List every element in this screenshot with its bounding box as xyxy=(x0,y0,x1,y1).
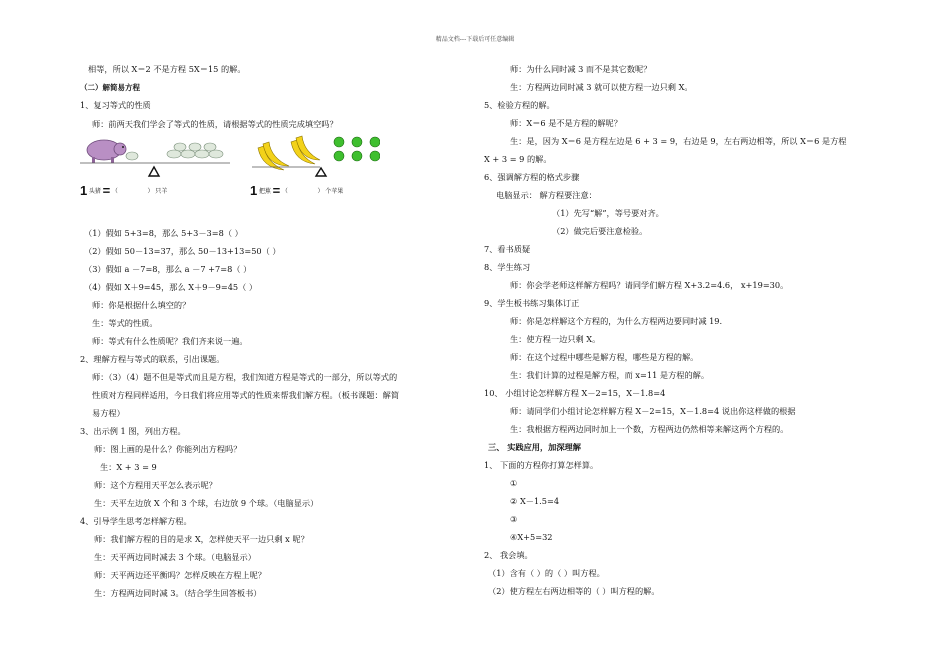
right-line-3: 师：X＝6 是不是方程的解呢？ xyxy=(510,118,622,128)
left-line-18: 师：这个方程用天平怎么表示呢？ xyxy=(94,480,217,490)
figure-label-left: 1 头猪 = （ ） 只羊 xyxy=(80,183,168,198)
left-line-10: 师：等式有什么性质呢？我们齐来说一遍。 xyxy=(92,336,248,346)
left-line-2: 1、复习等式的性质 xyxy=(80,100,151,110)
left-line-8: 师：你是根据什么填空的？ xyxy=(92,300,191,310)
page-header: 精品文档---下载后可任意编辑 xyxy=(435,36,515,43)
apple-icon xyxy=(334,137,380,161)
right-line-11: 8、学生练习 xyxy=(484,262,531,272)
right-line-8: （1）先写“解”，等号要对齐。 xyxy=(552,208,664,218)
left-line-20: 4、引导学生思考怎样解方程。 xyxy=(80,516,192,526)
figure-label-right: 1 把蕉 = （ ） 个苹果 xyxy=(250,183,344,198)
right-line-7: 电脑显示： 解方程要注意： xyxy=(496,190,597,200)
left-line-19: 生：天平左边放 X 个和 3 个球，右边放 9 个球。（电脑显示） xyxy=(94,498,319,508)
right-line-12: 师：你会学老师这样解方程吗？请同学们解方程 X+3.2=4.6， x+19=30。 xyxy=(510,280,789,290)
left-line-15: 3、出示例 1 图，列出方程。 xyxy=(80,426,186,436)
right-line-18: 10、 小组讨论怎样解方程 X－2=15，X－1.8=4 xyxy=(484,388,666,398)
right-line-20: 生：我根据方程两边同时加上一个数，方程两边仍然相等来解这两个方程的。 xyxy=(510,424,789,434)
right-line-10: 7、看书质疑 xyxy=(484,244,531,254)
figure-left-number: 1 xyxy=(80,183,88,198)
right-line-29: （2）使方程左右两边相等的（ ）叫方程的解。 xyxy=(488,586,660,596)
left-line-5: （2）假如 50－13=37，那么 50－13+13=50（ ） xyxy=(84,246,281,256)
left-line-16: 师：图上画的是什么？你能列出方程吗？ xyxy=(94,444,242,454)
fulcrum-left-icon xyxy=(149,167,159,176)
right-line-9: （2）做完后要注意检验。 xyxy=(552,226,648,236)
right-line-23: ① xyxy=(510,478,518,488)
left-line-4: （1）假如 5+3=8，那么 5+3－3=8（ ） xyxy=(84,228,243,238)
right-line-27: 2、 我会填。 xyxy=(484,550,533,560)
right-line-13: 9、学生板书练习集体订正 xyxy=(484,298,580,308)
left-line-22: 生：天平两边同时减去 3 个球。（电脑显示） xyxy=(94,552,256,562)
right-line-0: 师：为什么同时减 3 而不是其它数呢？ xyxy=(510,64,652,74)
right-line-19: 师：请同学们小组讨论怎样解方程 X－2=15，X－1.8=4 说出你这样做的根据 xyxy=(510,406,796,416)
left-line-12: 师：（3）（4）题不但是等式而且是方程，我们知道方程是等式的一部分，所以等式的 xyxy=(92,372,398,382)
left-line-11: 2、理解方程与等式的联系，引出课题。 xyxy=(80,354,225,364)
left-line-6: （3）假如 a －7=8，那么 a －7 +7=8（ ） xyxy=(84,264,252,274)
figure-right-text1: 把蕉 xyxy=(258,189,271,195)
balance-illustration xyxy=(80,134,380,182)
right-line-16: 师：在这个过程中哪些是解方程，哪些是方程的解。 xyxy=(510,352,699,362)
left-line-21: 师：我们解方程的目的是求 X，怎样使天平一边只剩 x 呢？ xyxy=(94,534,309,544)
left-line-14: 易方程） xyxy=(92,408,125,418)
pig-icon xyxy=(87,140,126,163)
right-line-1: 生：方程两边同时减 3 就可以使方程一边只剩 X。 xyxy=(510,82,693,92)
left-line-0: 相等，所以 X＝2 不是方程 5X＝15 的解。 xyxy=(88,64,246,74)
right-line-25: ③ xyxy=(510,514,518,524)
right-line-15: 生：使方程一边只剩 X。 xyxy=(510,334,601,344)
right-line-21: 三、 实践应用，加深理解 xyxy=(488,442,581,452)
left-line-23: 师：天平两边还平衡吗？怎样反映在方程上呢？ xyxy=(94,570,266,580)
figure-right-number: 1 xyxy=(250,183,258,198)
right-line-26: ④X+5=32 xyxy=(510,532,553,542)
left-line-1: （二）解简易方程 xyxy=(80,83,140,92)
left-line-7: （4）假如 X＋9=45，那么 X＋9－9=45（ ） xyxy=(84,282,258,292)
right-line-17: 生：我们计算的过程是解方程，而 x=11 是方程的解。 xyxy=(510,370,710,380)
right-line-4: 生：是，因为 X＝6 是方程左边是 6 + 3 = 9，右边是 9，左右两边相等，所以 X＝6 是方程 xyxy=(510,136,847,146)
right-line-24: ② X－1.5=4 xyxy=(510,496,560,506)
figure-right-text2: 个苹果 xyxy=(325,189,344,195)
right-line-6: 6、强调解方程的格式步骤 xyxy=(484,172,580,182)
fulcrum-right-icon xyxy=(316,168,326,176)
figure-left-text2: 只羊 xyxy=(155,189,168,195)
left-line-3: 师：前两天我们学会了等式的性质，请根据等式的性质完成填空吗？ xyxy=(92,119,338,129)
right-line-5: X + 3 = 9 的解。 xyxy=(484,154,552,164)
figure-left-text1: 头猪 xyxy=(88,189,101,195)
left-line-17: 生：X + 3 = 9 xyxy=(100,462,157,472)
sheep-icon xyxy=(126,143,223,160)
left-line-9: 生：等式的性质。 xyxy=(92,318,158,328)
right-line-28: （1）含有（ ）的（ ）叫方程。 xyxy=(488,568,605,578)
right-line-2: 5、检验方程的解。 xyxy=(484,100,555,110)
left-line-13: 性质对方程同样适用，今日我们将应用等式的性质来帮我们解方程。（板书课题：解简 xyxy=(92,390,400,400)
left-line-24: 生：方程两边同时减 3。（结合学生回答板书） xyxy=(94,588,262,598)
right-line-22: 1、 下面的方程你打算怎样算。 xyxy=(484,460,599,470)
right-line-14: 师：你是怎样解这个方程的，为什么方程两边要同时减 19. xyxy=(510,316,723,326)
banana-icon xyxy=(258,136,320,170)
